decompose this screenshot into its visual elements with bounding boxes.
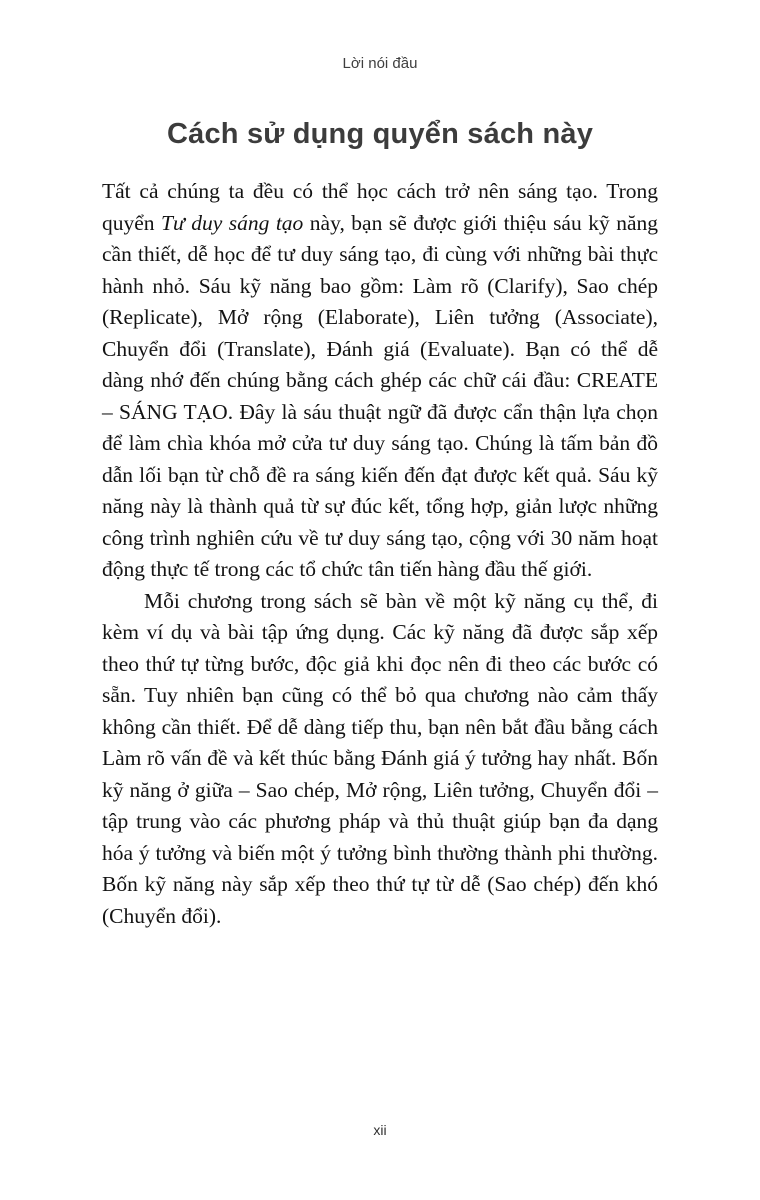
paragraph-1-text-after: này, bạn sẽ được giới thiệu sáu kỹ năng cần thiết, dễ học để tư duy sáng tạo, đi cùng với những bài thực hành nhỏ. Sáu kỹ năng bao gồm: Làm rõ (Clarify), Sao chép (Replicate), Mở rộng (Elaborate), Liên tưởng (Associate), Chuyển đổi (Translate), Đánh giá (Evaluate). Bạn có thể dễ dàng nhớ đến chúng bằng cách ghép các chữ cái đầu: CREATE – SÁNG TẠO. Đây là sáu thuật ngữ đã được cẩn thận lựa chọn để làm chìa khóa mở cửa tư duy sáng tạo. Chúng là tấm bản đồ dẫn lối bạn từ chỗ đề ra sáng kiến đến đạt được kết quả. Sáu kỹ năng này là thành quả từ sự đúc kết, tổng hợp, giản lược những công trình nghiên cứu về tư duy sáng tạo, cộng với 30 năm hoạt động thực tế trong các tổ chức tân tiến hàng đầu thế giới.	[102, 210, 658, 581]
paragraph-1	[102, 176, 658, 586]
running-header: Lời nói đầu	[342, 55, 418, 72]
page-number: xii	[373, 1122, 387, 1138]
page-title: Cách sử dụng quyển sách này	[166, 118, 594, 150]
book-title-italic: Tư duy sáng tạo	[161, 210, 304, 235]
body-text	[102, 176, 658, 932]
paragraph-2: Mỗi chương trong sách sẽ bàn về một kỹ năng cụ thể, đi kèm ví dụ và bài tập ứng dụng. Các kỹ năng đã được sắp xếp theo thứ tự từng bước, độc giả khi đọc nên đi theo các bước có sẵn. Tuy nhiên bạn cũng có thể bỏ qua chương nào cảm thấy không cần thiết. Để dễ dàng tiếp thu, bạn nên bắt đầu bằng cách Làm rõ vấn đề và kết thúc bằng Đánh giá ý tưởng hay nhất. Bốn kỹ năng ở giữa – Sao chép, Mở rộng, Liên tưởng, Chuyển đổi – tập trung vào các phương pháp và thủ thuật giúp bạn đa dạng hóa ý tưởng và biến một ý tưởng bình thường thành phi thường. Bốn kỹ năng này sắp xếp theo thứ tự từ dễ (Sao chép) đến khó (Chuyển đổi).	[102, 588, 658, 928]
paragraph-1-text-before: Tất cả chúng ta đều có thể học cách trở nên sáng tạo. Trong quyển	[102, 179, 658, 235]
